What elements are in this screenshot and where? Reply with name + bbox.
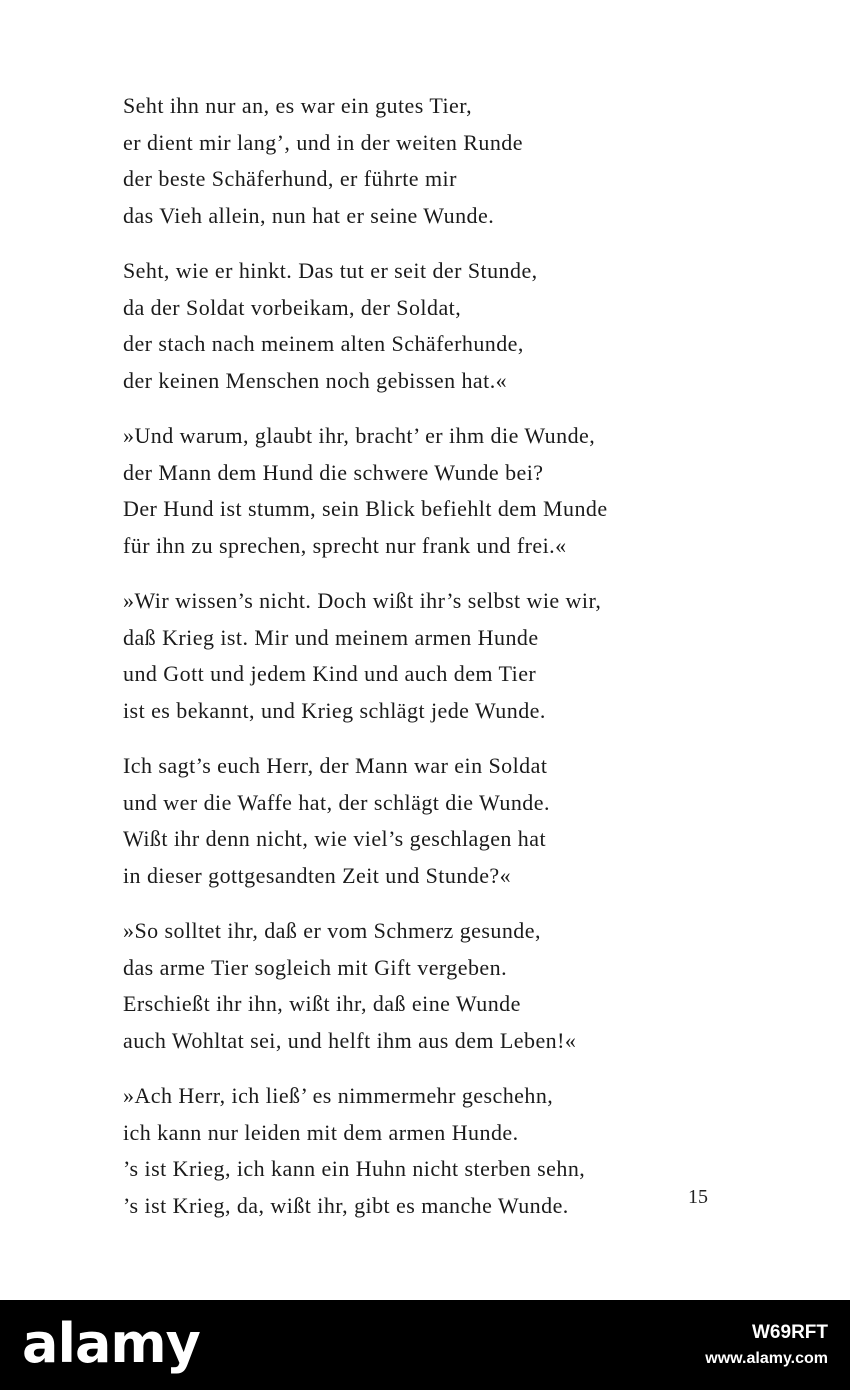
page-number: 15 <box>688 1186 708 1208</box>
stanza <box>123 583 743 729</box>
poem-line: er dient mir lang’, und in der weiten Runde <box>123 129 523 155</box>
poem-line: »Ach Herr, ich ließ’ es nimmermehr geschehn, <box>123 1083 554 1108</box>
poem-line: Der Hund ist stumm, sein Blick befiehlt dem Munde <box>123 496 608 521</box>
poem-line: »Und warum, glaubt ihr, bracht’ er ihm die Wunde, <box>123 423 596 448</box>
stanza <box>123 88 743 234</box>
stanza <box>123 253 743 399</box>
poem-line: das Vieh allein, nun hat er seine Wunde. <box>123 202 495 228</box>
stanza <box>123 418 743 564</box>
site-url: www.alamy.com <box>705 1350 828 1367</box>
poem-line: für ihn zu sprechen, sprecht nur frank und frei.« <box>123 532 567 558</box>
poem-line: und wer die Waffe hat, der schlägt die Wunde. <box>123 789 550 815</box>
poem-line: der keinen Menschen noch gebissen hat.« <box>123 367 508 393</box>
poem-line: der Mann dem Hund die schwere Wunde bei? <box>123 459 544 485</box>
poem-line: da der Soldat vorbeikam, der Soldat, <box>123 294 462 320</box>
poem-line: in dieser gottgesandten Zeit und Stunde?« <box>123 862 512 888</box>
stanza <box>123 748 743 894</box>
poem-line: auch Wohltat sei, und helft ihm aus dem Leben!« <box>123 1027 577 1053</box>
stanza <box>123 913 743 1059</box>
poem-text <box>123 88 743 1243</box>
poem-line: das arme Tier sogleich mit Gift vergeben. <box>123 954 508 980</box>
poem-line: »So solltet ihr, daß er vom Schmerz gesunde, <box>123 918 541 943</box>
poem-line: und Gott und jedem Kind und auch dem Tier <box>123 661 537 686</box>
poem-line: ’s ist Krieg, da, wißt ihr, gibt es manche Wunde. <box>123 1192 569 1218</box>
poem-line: Seht ihn nur an, es war ein gutes Tier, <box>123 93 473 118</box>
stanza <box>123 1078 743 1224</box>
poem-line: Wißt ihr denn nicht, wie viel’s geschlagen hat <box>123 826 547 851</box>
poem-line: ist es bekannt, und Krieg schlägt jede Wunde. <box>123 697 546 723</box>
poem-line: »Wir wissen’s nicht. Doch wißt ihr’s selbst wie wir, <box>123 588 602 613</box>
poem-line: Seht, wie er hinkt. Das tut er seit der Stunde, <box>123 258 538 283</box>
poem-line: der beste Schäferhund, er führte mir <box>123 166 457 191</box>
poem-line: ’s ist Krieg, ich kann ein Huhn nicht sterben sehn, <box>123 1156 586 1181</box>
poem-line: der stach nach meinem alten Schäferhunde, <box>123 331 524 356</box>
poem-line: Erschießt ihr ihn, wißt ihr, daß eine Wunde <box>123 991 521 1016</box>
poem-line: Ich sagt’s euch Herr, der Mann war ein Soldat <box>123 753 548 778</box>
watermark-bar <box>0 1300 850 1390</box>
poem-line: ich kann nur leiden mit dem armen Hunde. <box>123 1119 519 1145</box>
poem-line: daß Krieg ist. Mir und meinem armen Hunde <box>123 624 539 650</box>
brand-logo: alamy <box>22 1312 200 1375</box>
image-id: W69RFT <box>752 1322 828 1343</box>
